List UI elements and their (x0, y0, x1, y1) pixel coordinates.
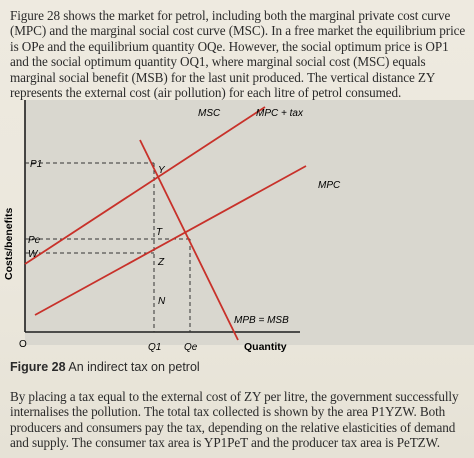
q1-label: Q1 (148, 342, 162, 353)
figure-28 (0, 100, 474, 375)
msc-label: MSC (198, 108, 221, 119)
point-z-label: Z (158, 257, 165, 268)
intro-paragraph: Figure 28 shows the market for petrol, including both the marginal private cost curve (MPC) and the marginal social cost curve (MSC). In a free market the equilibrium price is OPe and the equilibrium quantity OQe. However, the social optimum price is OP1 and the social optimum quantity OQ1, where marginal social cost (MSC) equals marginal social benefit (MSB) for the last unit produced. The vertical distance ZY represents the external cost (air pollution) for each litre of petrol consumed. (10, 8, 466, 101)
caption-label: Figure 28 (10, 360, 66, 374)
figure-caption (10, 360, 200, 374)
mpc-label: MPC (318, 180, 341, 191)
chart-svg (0, 100, 474, 375)
point-n-label: N (158, 296, 166, 307)
chart-background (25, 100, 474, 345)
point-t-label: T (156, 227, 163, 238)
conclusion-paragraph: By placing a tax equal to the external cost of ZY per litre, the government successfully internalises the pollution. The total tax collected is shown by the area P1YZW. Both producers and consumers pay the tax, depending on the relative elasticities of demand and supply. The consumer tax area is YP1PeT and the producer tax area is PeTZW. (10, 389, 459, 451)
x-axis-label: Quantity (244, 341, 287, 353)
pe-label: Pe (28, 235, 41, 246)
qe-label: Qe (184, 342, 198, 353)
point-y-label: Y (158, 165, 165, 176)
caption-title: An indirect tax on petrol (68, 360, 200, 374)
y-axis-label: Costs/benefits (3, 207, 15, 280)
mpb-msb-label: MPB = MSB (234, 315, 289, 326)
w-label: W (28, 249, 38, 260)
p1-label: P1 (30, 159, 43, 170)
mpc-tax-label: MPC + tax (256, 108, 303, 119)
origin-label: O (19, 339, 27, 350)
